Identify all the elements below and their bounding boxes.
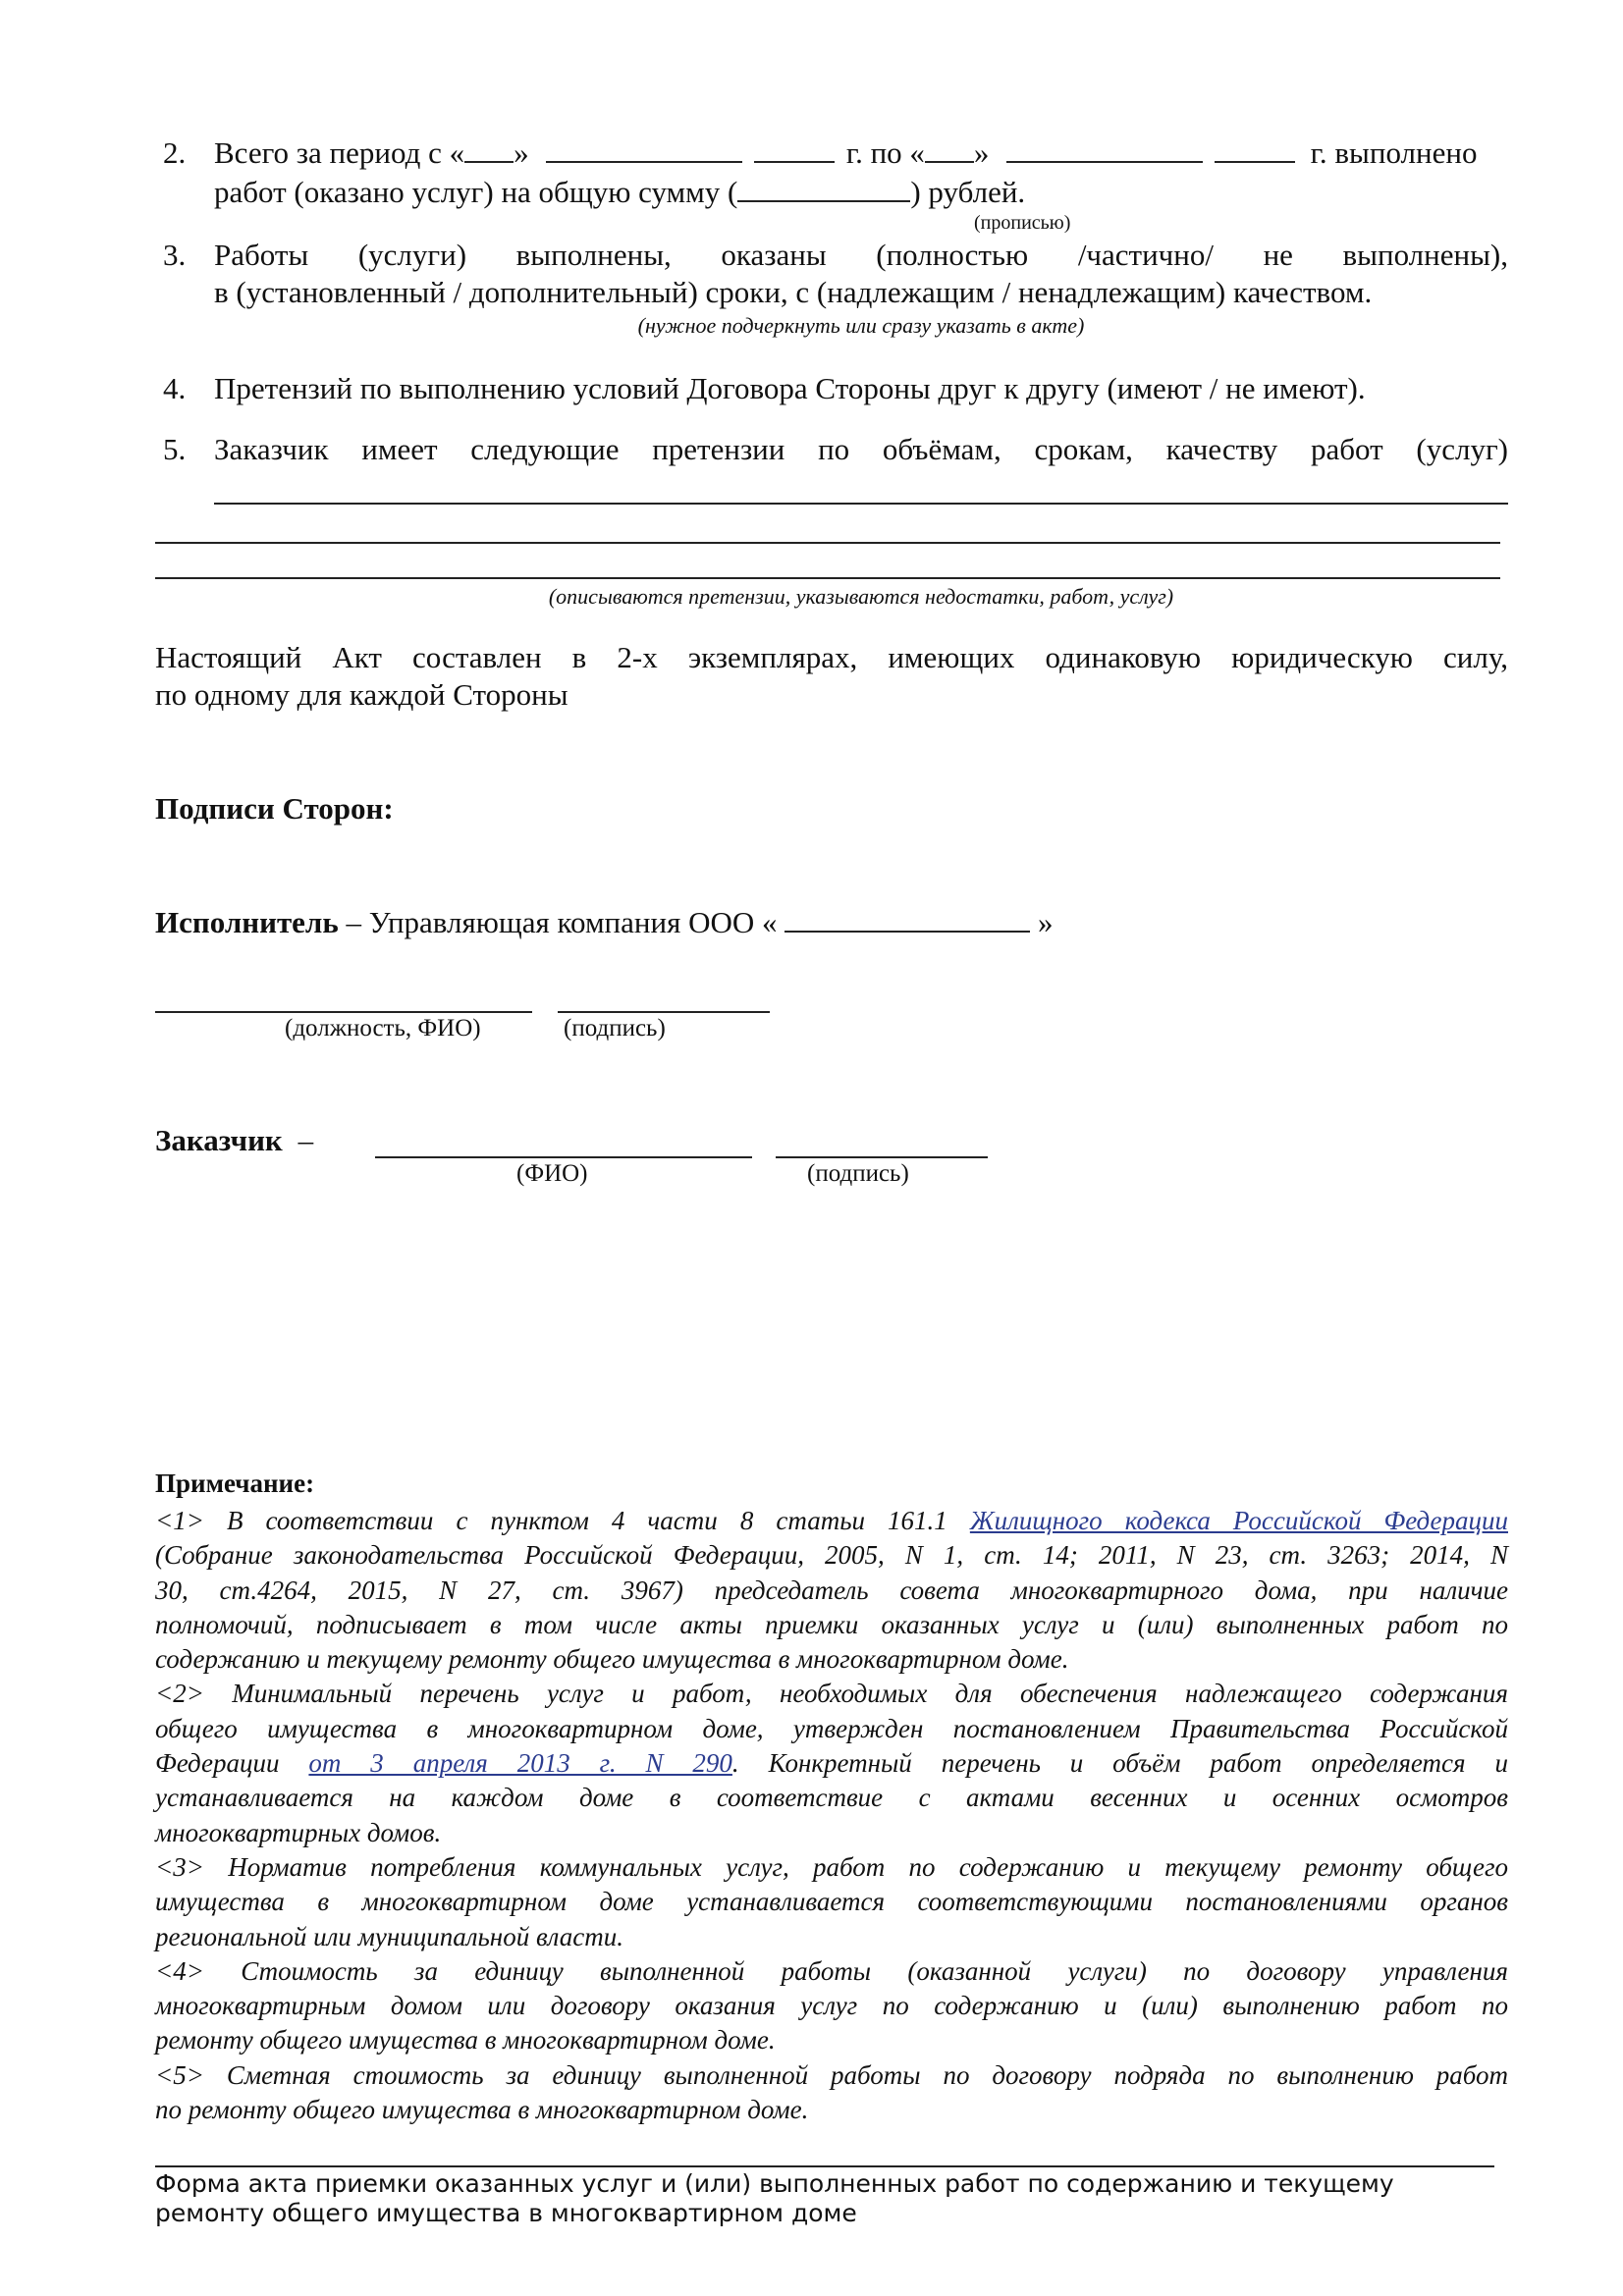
signatures-heading: Подписи Сторон: — [155, 791, 394, 826]
footer-line-2: ремонту общего имущества в многоквартирном доме — [155, 2199, 857, 2227]
hint-underline: (нужное подчеркнуть или сразу указать в акте) — [637, 313, 1085, 338]
executor-line: Исполнитель – Управляющая компания ООО « » — [155, 905, 1054, 939]
note-5-line-2: по ремонту общего имущества в многоквартирном доме. — [155, 2095, 809, 2125]
note-3-line-3: региональной или муниципальной власти. — [155, 1921, 624, 1951]
note-4-line-2: многоквартирным домом или договору оказания услуг по содержанию и (или) выполнению работ по — [155, 1991, 1508, 2021]
blank-year-from[interactable] — [754, 139, 835, 163]
blank-month-from[interactable] — [546, 139, 742, 163]
item-5-line1: Заказчик имеет следующие претензии по объёмам, срокам, качеству работ (услуг) — [214, 432, 1508, 466]
footer-divider — [155, 2165, 1494, 2167]
hint-position-name: (должность, ФИО) — [285, 1015, 481, 1041]
note-2-line-3: Федерации от 3 апреля 2013 г. N 290. Конкретный перечень и объём работ определяется и — [155, 1748, 1508, 1779]
blank-month-to[interactable] — [1006, 139, 1203, 163]
item-2-number: 2. — [163, 135, 187, 170]
customer-name-line[interactable] — [375, 1156, 752, 1158]
executor-position-line[interactable] — [155, 1011, 532, 1013]
note-2-line-1: <2> Минимальный перечень услуг и работ, необходимых для обеспечения надлежащего содержания — [155, 1679, 1508, 1709]
note-1-line-2: (Собрание законодательства Российской Федерации, 2005, N 1, ст. 14; 2011, N 23, ст. 3263; 2014, N — [155, 1540, 1508, 1571]
link-housing-code[interactable]: Жилищного кодекса Российской Федерации — [969, 1506, 1508, 1535]
item-2-line2: работ (оказано услуг) на общую сумму ( ) рублей. — [214, 175, 1026, 209]
blank-company-name[interactable] — [784, 909, 1030, 933]
claims-line-1[interactable] — [214, 503, 1508, 505]
footer-line-1: Форма акта приемки оказанных услуг и (или) выполненных работ по содержанию и текущему — [155, 2169, 1394, 2198]
note-3-line-1: <3> Норматив потребления коммунальных услуг, работ по содержанию и текущему ремонту общего — [155, 1851, 1508, 1882]
copies-line1: Настоящий Акт составлен в 2-х экземплярах, имеющих одинаковую юридическую силу, — [155, 640, 1508, 674]
customer-line: Заказчик – — [155, 1123, 314, 1157]
item-3-line2: в (установленный / дополнительный) сроки, с (надлежащим / ненадлежащим) качеством. — [214, 275, 1373, 309]
item-3-number: 3. — [163, 238, 187, 272]
note-2-line-4: устанавливается на каждом доме в соответствие с актами весенних и осенних осмотров — [155, 1783, 1508, 1813]
note-2-line-5: многоквартирных домов. — [155, 1817, 442, 1847]
note-3-line-2: имущества в многоквартирном доме устанавливается соответствующими постановлениями органов — [155, 1887, 1508, 1917]
hint-in-words: (прописью) — [974, 212, 1071, 234]
item-5-number: 5. — [163, 432, 187, 466]
note-1-line-4: полномочий, подписывает в том числе акты приемки оказанных услуг и (или) выполненных работ по — [155, 1609, 1508, 1639]
item-3-line1: Работы (услуги) выполнены, оказаны (полностью /частично/ не выполнены), — [214, 238, 1508, 272]
hint-claims: (описываются претензии, указываются недостатки, работ, услуг) — [548, 584, 1174, 609]
claims-line-2[interactable] — [155, 542, 1500, 544]
link-government-decree[interactable]: от 3 апреля 2013 г. N 290 — [308, 1748, 732, 1779]
blank-day-from[interactable] — [464, 139, 514, 163]
notes-body — [155, 1504, 1508, 2127]
executor-signature-line[interactable] — [558, 1011, 770, 1013]
note-4-line-1: <4> Стоимость за единицу выполненной работы (оказанной услуги) по договору управления — [155, 1955, 1508, 1986]
item-4-line1: Претензий по выполнению условий Договора Стороны друг к другу (имеют / не имеют). — [214, 371, 1366, 405]
blank-year-to[interactable] — [1215, 139, 1295, 163]
note-1-line-3: 30, ст.4264, 2015, N 27, ст. 3967) председатель совета многоквартирного дома, при наличие — [155, 1575, 1508, 1605]
note-1-line-1: <1> В соответствии с пунктом 4 части 8 статьи 161.1 Жилищного кодекса Российской Федерации — [155, 1506, 1508, 1535]
item-4-number: 4. — [163, 371, 187, 405]
hint-executor-signature: (подпись) — [564, 1015, 666, 1041]
blank-day-to[interactable] — [925, 139, 974, 163]
claims-line-3[interactable] — [155, 577, 1500, 579]
copies-line2: по одному для каждой Стороны — [155, 677, 568, 712]
item-2-line1: Всего за период с « » г. по « » г. выполнено — [214, 135, 1478, 170]
note-2-line-2: общего имущества в многоквартирном доме, утвержден постановлением Правительства Российской — [155, 1713, 1508, 1743]
blank-sum-words[interactable] — [737, 179, 910, 202]
hint-customer-name: (ФИО) — [516, 1160, 588, 1187]
notes-heading: Примечание: — [155, 1468, 315, 1498]
customer-signature-line[interactable] — [776, 1156, 988, 1158]
note-5-line-1: <5> Сметная стоимость за единицу выполненной работы по договору подряда по выполнению работ — [155, 2059, 1508, 2090]
note-4-line-3: ремонту общего имущества в многоквартирном доме. — [155, 2025, 776, 2056]
footer — [155, 2169, 1394, 2228]
hint-customer-signature: (подпись) — [807, 1160, 909, 1187]
note-1-line-5: содержанию и текущему ремонту общего имущества в многоквартирном доме. — [155, 1644, 1069, 1675]
